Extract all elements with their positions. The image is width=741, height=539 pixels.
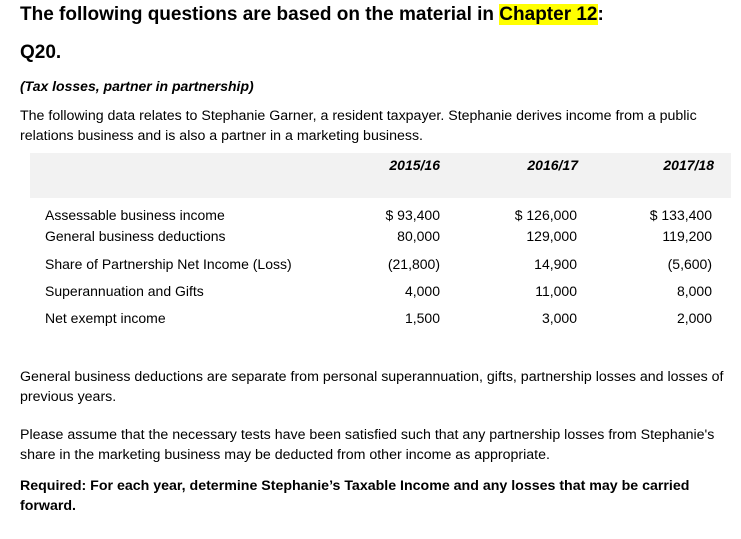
question-heading <box>20 4 604 26</box>
table-cell: 2,000 <box>676 310 712 326</box>
table-cell: 8,000 <box>676 283 712 299</box>
table-cell: $ 126,000 <box>514 207 577 223</box>
row-label-partnership-share: Share of Partnership Net Income (Loss) <box>45 256 292 272</box>
year-header-1: 2015/16 <box>389 157 440 173</box>
table-cell: (21,800) <box>387 256 440 272</box>
table-cell: 1,500 <box>404 310 440 326</box>
table-cell: $ 133,400 <box>649 207 712 223</box>
question-number: Q20. <box>20 42 62 63</box>
year-header-3: 2017/18 <box>663 157 714 173</box>
table-cell: $ 93,400 <box>385 207 440 223</box>
table-cell: 11,000 <box>535 283 577 299</box>
table-cell: (5,600) <box>667 256 712 272</box>
row-label-assessable-income: Assessable business income <box>45 207 225 223</box>
year-header-2: 2016/17 <box>527 157 578 173</box>
note-deductions: General business deductions are separate from personal superannuation, gifts, partnership losses and losses of previous years. <box>20 369 724 405</box>
intro-paragraph: The following data relates to Stephanie Garner, a resident taxpayer. Stephanie derives income from a public relations business and is also a partner in a marketing business. <box>20 108 697 144</box>
table-cell: 4,000 <box>404 283 440 299</box>
chapter-highlight: Chapter 12 <box>499 4 598 25</box>
row-label-superannuation-gifts: Superannuation and Gifts <box>45 283 204 299</box>
table-cell: 129,000 <box>526 228 577 244</box>
table-cell: 3,000 <box>541 310 577 326</box>
question-subtitle: (Tax losses, partner in partnership) <box>20 78 254 94</box>
note-partnership-losses: Please assume that the necessary tests have been satisfied such that any partnership losses from Stephanie's share in the marketing business may be deducted from other income as appropriate. <box>20 427 715 463</box>
row-label-net-exempt-income: Net exempt income <box>45 310 166 326</box>
table-cell: 80,000 <box>397 228 440 244</box>
row-label-general-deductions: General business deductions <box>45 228 226 244</box>
table-cell: 14,900 <box>534 256 577 272</box>
heading-prefix: The following questions are based on the material in <box>20 4 500 25</box>
heading-suffix: : <box>597 4 604 25</box>
table-cell: 119,200 <box>662 228 712 244</box>
required-instruction: Required: For each year, determine Stephanie’s Taxable Income and any losses that may be carried forward. <box>20 478 690 514</box>
